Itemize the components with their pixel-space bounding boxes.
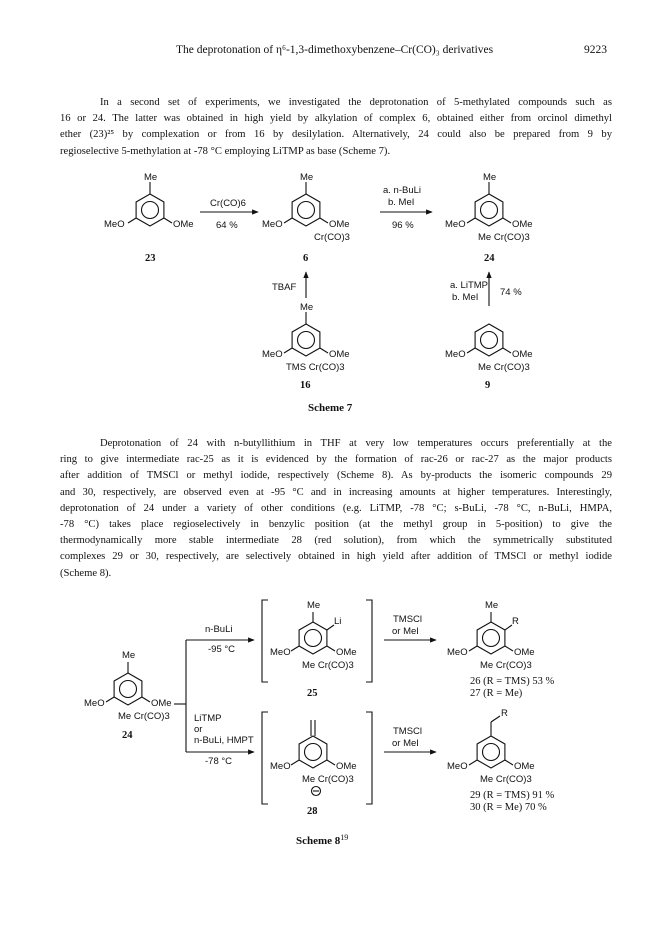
atom-label: MeO: [262, 219, 283, 230]
atom-label: OMe: [514, 647, 535, 658]
text-line: regioselective 5-methylation at -78 °C employing LiTMP as base (Scheme 7).: [60, 145, 391, 157]
atom-label: Me Cr(CO)3: [302, 660, 354, 671]
atom-label: MeO: [447, 647, 468, 658]
atom-label: OMe: [329, 349, 350, 360]
text-line: ether (23)²⁵ by complexation or from 16 by desilylation. Alternatively, 24 could also be prepared from 9 by: [60, 129, 612, 141]
paragraph-2: [60, 436, 612, 582]
text-line: 16 or 24. The latter was obtained in high yield by alkylation of complex 6, obtained either from orcinol dimethyl: [60, 113, 612, 125]
atom-label: R: [512, 616, 519, 627]
text-line: In a second set of experiments, we investigated the deprotonation of 5-methylated compounds such as: [100, 97, 612, 108]
molecule-9: [445, 324, 533, 391]
text-line: thermodynamically more stable intermediate 28 (red solution), from which the symmetrically substituted: [60, 535, 612, 547]
footnote-ref: 19: [340, 833, 349, 842]
atom-label: Me: [300, 302, 314, 313]
page-header: [0, 44, 672, 60]
atom-label: MeO: [104, 219, 125, 230]
page-number: 9223: [584, 44, 607, 56]
atom-label: Me: [144, 172, 158, 183]
molecule-16: [262, 302, 350, 391]
reagent-label: Cr(CO)6: [210, 198, 246, 209]
atom-label: Me: [122, 650, 136, 661]
yield-label: 64 %: [216, 220, 238, 231]
temperature-label: -78 °C: [205, 756, 233, 767]
atom-label: Me: [307, 600, 321, 611]
product-label: 27 (R = Me): [470, 688, 523, 699]
product-label: 29 (R = TMS) 91 %: [470, 790, 555, 801]
atom-label: R: [501, 708, 508, 719]
reagent-label: or MeI: [392, 626, 419, 637]
text-line: -78 °C) takes place regioselectively in benzylic position (at the methyl group in 5-position) to give the: [60, 519, 612, 531]
atom-label: MeO: [445, 219, 466, 230]
atom-label: Me: [485, 600, 499, 611]
atom-label: Cr(CO)3: [314, 232, 350, 243]
reagent-label: b. MeI: [452, 292, 479, 303]
reagent-label: a. LiTMP: [450, 280, 489, 291]
atom-label: MeO: [270, 761, 291, 772]
intermediate-25: [262, 600, 372, 699]
yield-label: 96 %: [392, 220, 414, 231]
reagent-label: TMSCl: [393, 726, 423, 737]
atom-label: MeO: [270, 647, 291, 658]
text-line: (Scheme 8).: [60, 567, 112, 579]
text-line: Deprotonation of 24 with n-butyllithium in THF at very low temperatures occurs preferentially at the: [100, 438, 612, 449]
molecule-24: [445, 172, 533, 264]
atom-label: MeO: [84, 698, 105, 709]
compound-number: 25: [307, 688, 318, 699]
atom-label: MeO: [262, 349, 283, 360]
atom-label: OMe: [514, 761, 535, 772]
atom-label: OMe: [173, 219, 194, 230]
temperature-label: -95 °C: [208, 644, 236, 655]
atom-label: Me Cr(CO)3: [118, 711, 170, 722]
compound-number: 24: [484, 253, 495, 264]
reagent-label: n-BuLi, HMPT: [194, 735, 254, 746]
atom-label: Me Cr(CO)3: [480, 660, 532, 671]
molecule-23: [104, 172, 194, 264]
scheme-8: [0, 592, 672, 862]
compound-number: 9: [485, 380, 491, 391]
atom-label: OMe: [151, 698, 172, 709]
atom-label: Me Cr(CO)3: [302, 774, 354, 785]
text-line: and 30, respectively, are observed even at -95 °C and in increasing amounts at higher temperatures. Interestingly,: [60, 486, 612, 498]
molecule-6: [262, 172, 350, 264]
compound-number: 28: [307, 806, 318, 817]
intermediate-28: [262, 712, 372, 817]
atom-label: OMe: [336, 761, 357, 772]
atom-label: Me: [483, 172, 497, 183]
atom-label: OMe: [512, 349, 533, 360]
scheme-caption: Scheme $8^{19}$: [296, 833, 349, 847]
atom-label: OMe: [329, 219, 350, 230]
compound-number: 6: [303, 253, 309, 264]
atom-label: Me Cr(CO)3: [478, 362, 530, 373]
atom-label: TMS Cr(CO)3: [286, 362, 345, 373]
reagent-label: b. MeI: [388, 197, 415, 208]
text-line: complexes 29 or 30, respectively, are selectively obtained in high yield after addition of TMSCl or methyl iodide: [60, 551, 612, 563]
text-line: after addition of TMSCl or methyl iodide, respectively (Scheme 8). As by-products the isomeric compounds 29: [60, 470, 612, 482]
reagent-label: or: [194, 724, 203, 735]
yield-label: 74 %: [500, 287, 522, 298]
atom-label: MeO: [447, 761, 468, 772]
text-line: ring to give intermediate rac-25 as it is evidenced by the formation of rac-26 or rac-27 as the major products: [60, 454, 612, 466]
reagent-label: a. n-BuLi: [383, 185, 422, 196]
atom-label: Me Cr(CO)3: [480, 774, 532, 785]
reagent-label: LiTMP: [194, 713, 222, 724]
text-line: deprotonation of 24 under a variety of other conditions (e.g. LiTMP, -78 °C; s-BuLi, -78 °C, n-BuLi, HMPA,: [60, 502, 612, 514]
atom-label: Me: [300, 172, 314, 183]
atom-label: Me Cr(CO)3: [478, 232, 530, 243]
running-title: The deprotonation of η⁶-1,3-dimethoxybenzene–Cr(CO)₃ derivatives: [176, 44, 494, 56]
scheme-7: [0, 168, 672, 428]
reagent-label: TMSCl: [393, 614, 423, 625]
product-label: 30 (R = Me) 70 %: [470, 802, 547, 813]
reagent-label: or MeI: [392, 738, 419, 749]
scheme-caption: Scheme 7: [308, 402, 353, 414]
reagent-label: TBAF: [272, 282, 297, 293]
atom-label: MeO: [445, 349, 466, 360]
compound-number: 16: [300, 380, 311, 391]
molecule-24: [84, 650, 172, 741]
atom-label: OMe: [512, 219, 533, 230]
atom-label: OMe: [336, 647, 357, 658]
compound-number: 23: [145, 253, 156, 264]
paragraph-1: [60, 95, 612, 160]
compound-number: 24: [122, 730, 133, 741]
product-29-30: [447, 708, 554, 813]
product-26-27: [447, 600, 554, 699]
reagent-label: n-BuLi: [205, 624, 233, 635]
atom-label: Li: [334, 616, 342, 627]
product-label: 26 (R = TMS) 53 %: [470, 676, 555, 687]
